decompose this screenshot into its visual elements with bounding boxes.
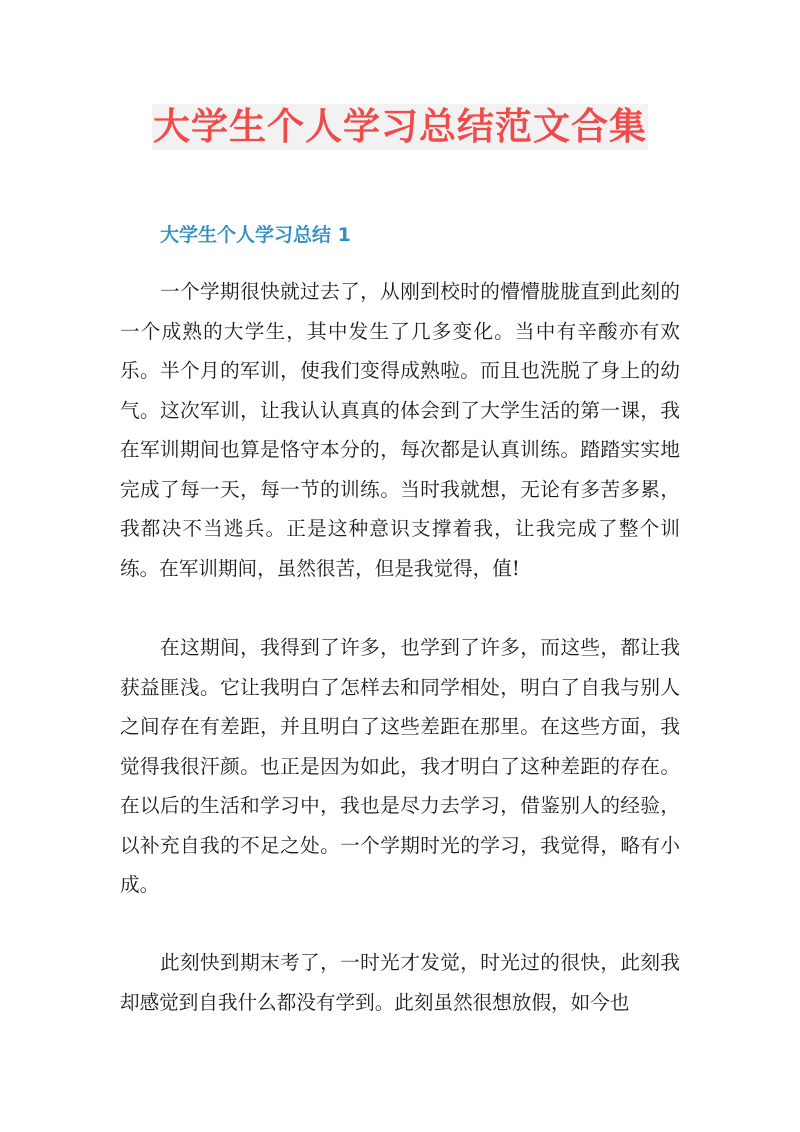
document-title: 大学生个人学习总结范文合集 xyxy=(153,105,647,148)
paragraph: 一个学期很快就过去了，从刚到校时的懵懵胧胧直到此刻的一个成熟的大学生，其中发生了几多变化。当中有辛酸亦有欢乐。半个月的军训，使我们变得成熟啦。而且也洗脱了身上的幼气。这次军训，让我认认真真的体会到了大学生活的第一课，我在军训期间也算是恪守本分的，每次都是认真训练。踏踏实实地完成了每一天，每一节的训练。当时我就想，无论有多苦多累，我都决不当逃兵。正是这种意识支撑着我，让我完成了整个训练。在军训期间，虽然很苦，但是我觉得，值! xyxy=(120,280,680,580)
section-heading: 大学生个人学习总结 1 xyxy=(160,224,351,246)
title-container xyxy=(0,104,800,150)
paragraph-2-container xyxy=(120,628,680,905)
paragraph-1-container xyxy=(120,272,680,588)
paragraph-3-container xyxy=(120,943,680,1022)
paragraph: 在这期间，我得到了许多，也学到了许多，而这些，都让我获益匪浅。它让我明白了怎样去和同学相处，明白了自我与别人之间存在有差距，并且明白了这些差距在那里。在这些方面，我觉得我很汗颜。也正是因为如此，我才明白了这种差距的存在。在以后的生活和学习中，我也是尽力去学习，借鉴别人的经验，以补充自我的不足之处。一个学期时光的学习，我觉得，略有小成。 xyxy=(120,636,680,896)
paragraph: 此刻快到期末考了，一时光才发觉，时光过的很快，此刻我却感觉到自我什么都没有学到。此刻虽然很想放假，如今也 xyxy=(120,951,680,1014)
